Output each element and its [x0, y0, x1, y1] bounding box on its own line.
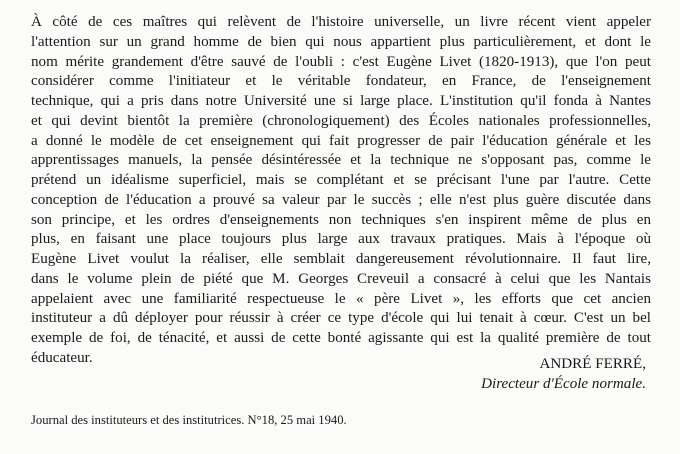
article-line: a donné le modèle de cet enseignement qui fait progresser de pair l'éducation générale et les — [31, 132, 651, 149]
article-line: et qui devint bientôt la première (chronologiquement) des Écoles nationales professionnelles, — [31, 112, 651, 129]
article-line: instituteur a dû déployer pour réussir à créer ce type d'école qui lui tenait à cœur. C'est un bel — [31, 310, 651, 327]
source-citation: Journal des instituteurs et des institutrices. N°18, 25 mai 1940. — [31, 413, 347, 427]
article-line: apprentissages manuels, la pensée désintéressée et la technique ne s'opposant pas, comme le — [31, 152, 651, 169]
article-body — [31, 13, 651, 369]
article-line: appelaient avec une familiarité respectueuse le « père Livet », les efforts que cet ancien — [31, 290, 651, 307]
article-line: l'attention sur un grand homme de bien qui nous appartient plus particulièrement, et dont le — [31, 33, 651, 50]
article-line: exemple de foi, de ténacité, et aussi de cette bonté agissante qui est la qualité première de tout — [31, 330, 651, 346]
signature-block — [481, 354, 646, 394]
article-line: considérer comme l'initiateur et le véritable fondateur, en France, de l'enseignement — [31, 73, 651, 90]
article-line: technique, qui a pris dans notre Université une si large place. L'institution qu'il fonda à Nantes — [31, 93, 651, 109]
author-title: Directeur d'École normale. — [481, 376, 646, 392]
article-line: conception de l'éducation a prouvé sa valeur par le succès ; elle n'est plus guère discutée dans — [31, 191, 651, 208]
article-line: son principe, et les ordres d'enseignements non techniques s'en inspirent même de plus en — [31, 211, 651, 228]
article-line: éducateur. — [31, 349, 93, 366]
article-line: Eugène Livet voulut la réaliser, elle semblait dangereusement révolutionnaire. Il faut lire, — [31, 251, 651, 267]
article-line: plus, en faisant une place toujours plus large aux travaux pratiques. Mais à l'époque où — [31, 231, 651, 248]
article-line: prétend un idéalisme superficiel, mais se complétant et se précisant l'une par l'autre. Cette — [31, 172, 651, 188]
article-line: À côté de ces maîtres qui relèvent de l'histoire universelle, un livre récent vient appeler — [31, 14, 651, 30]
author-name: ANDRÉ FERRÉ, — [539, 356, 646, 372]
article-line: dans le volume plein de piété que M. Georges Creveuil a consacré à celui que les Nantais — [31, 270, 651, 287]
article-line: nom mérite grandement d'être sauvé de l'oubli : c'est Eugène Livet (1820-1913), que l'on peut — [31, 53, 651, 70]
